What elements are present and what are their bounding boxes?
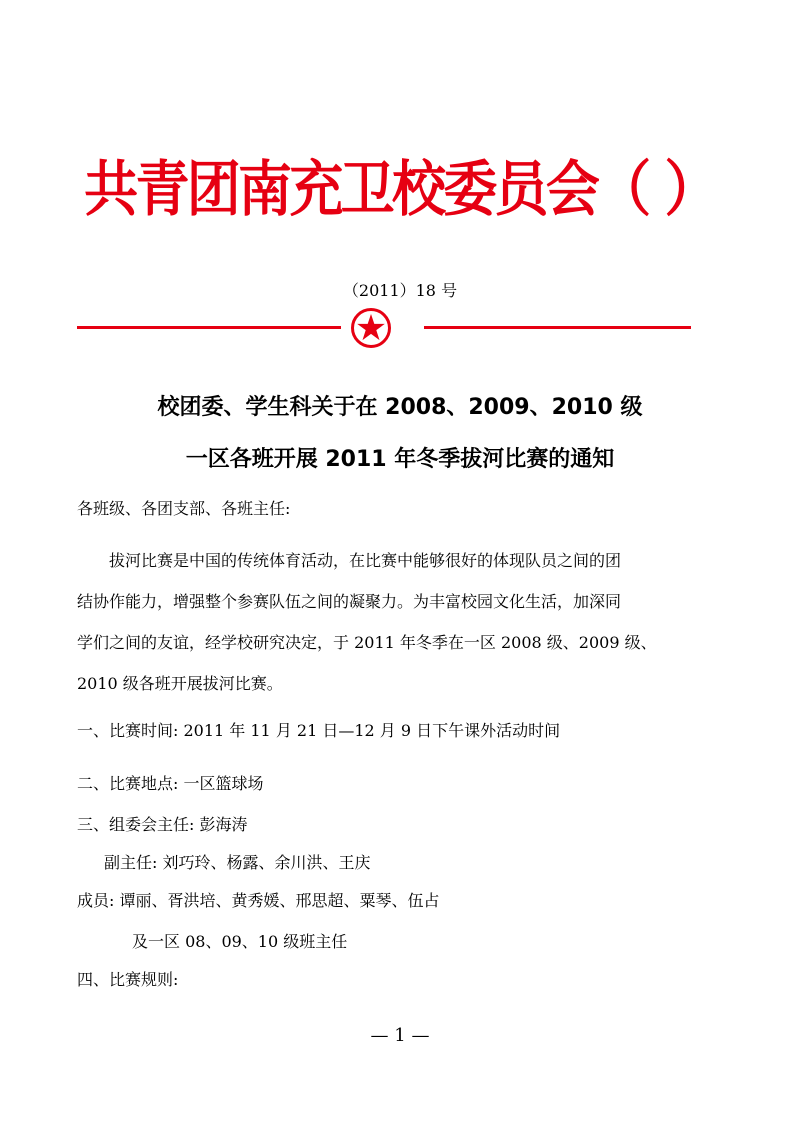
item-members-continued: 及一区 08、09、10 级班主任 (132, 932, 348, 951)
star-emblem-icon (350, 307, 392, 349)
page-number: — 1 — (370, 1025, 430, 1046)
document-number: （2011）18 号 (342, 281, 458, 300)
org-title: 共青团南充卫校委员会（ ） (84, 155, 716, 225)
item-deputy-directors: 副主任: 刘巧玲、杨露、余川洪、王庆 (104, 853, 371, 872)
item-members: 成员: 谭丽、胥洪培、黄秀媛、邢思超、粟琴、伍占 (77, 891, 440, 910)
salutation: 各班级、各团支部、各班主任: (77, 499, 291, 518)
notice-title-line-2: 一区各班开展 2011 年冬季拔河比赛的通知 (185, 447, 615, 472)
item-competition-time: 一、比赛时间: 2011 年 11 月 21 日—12 月 9 日下午课外活动时间 (77, 721, 561, 740)
notice-title-line-1: 校团委、学生科关于在 2008、2009、2010 级 (157, 395, 643, 420)
red-rule-left (77, 326, 341, 329)
item-competition-rules: 四、比赛规则: (77, 970, 179, 989)
body-paragraph-line: 2010 级各班开展拔河比赛。 (77, 674, 283, 693)
item-competition-venue: 二、比赛地点: 一区篮球场 (77, 774, 264, 793)
body-paragraph-line: 结协作能力，增强整个参赛队伍之间的凝聚力。为丰富校园文化生活，加深同 (77, 592, 622, 611)
item-committee-director: 三、组委会主任: 彭海涛 (77, 815, 248, 834)
body-paragraph-line: 拔河比赛是中国的传统体育活动，在比赛中能够很好的体现队员之间的团 (109, 551, 622, 570)
body-paragraph-line: 学们之间的友谊，经学校研究决定，于 2011 年冬季在一区 2008 级、2009 级、 (77, 633, 657, 652)
red-rule-right (424, 326, 691, 329)
